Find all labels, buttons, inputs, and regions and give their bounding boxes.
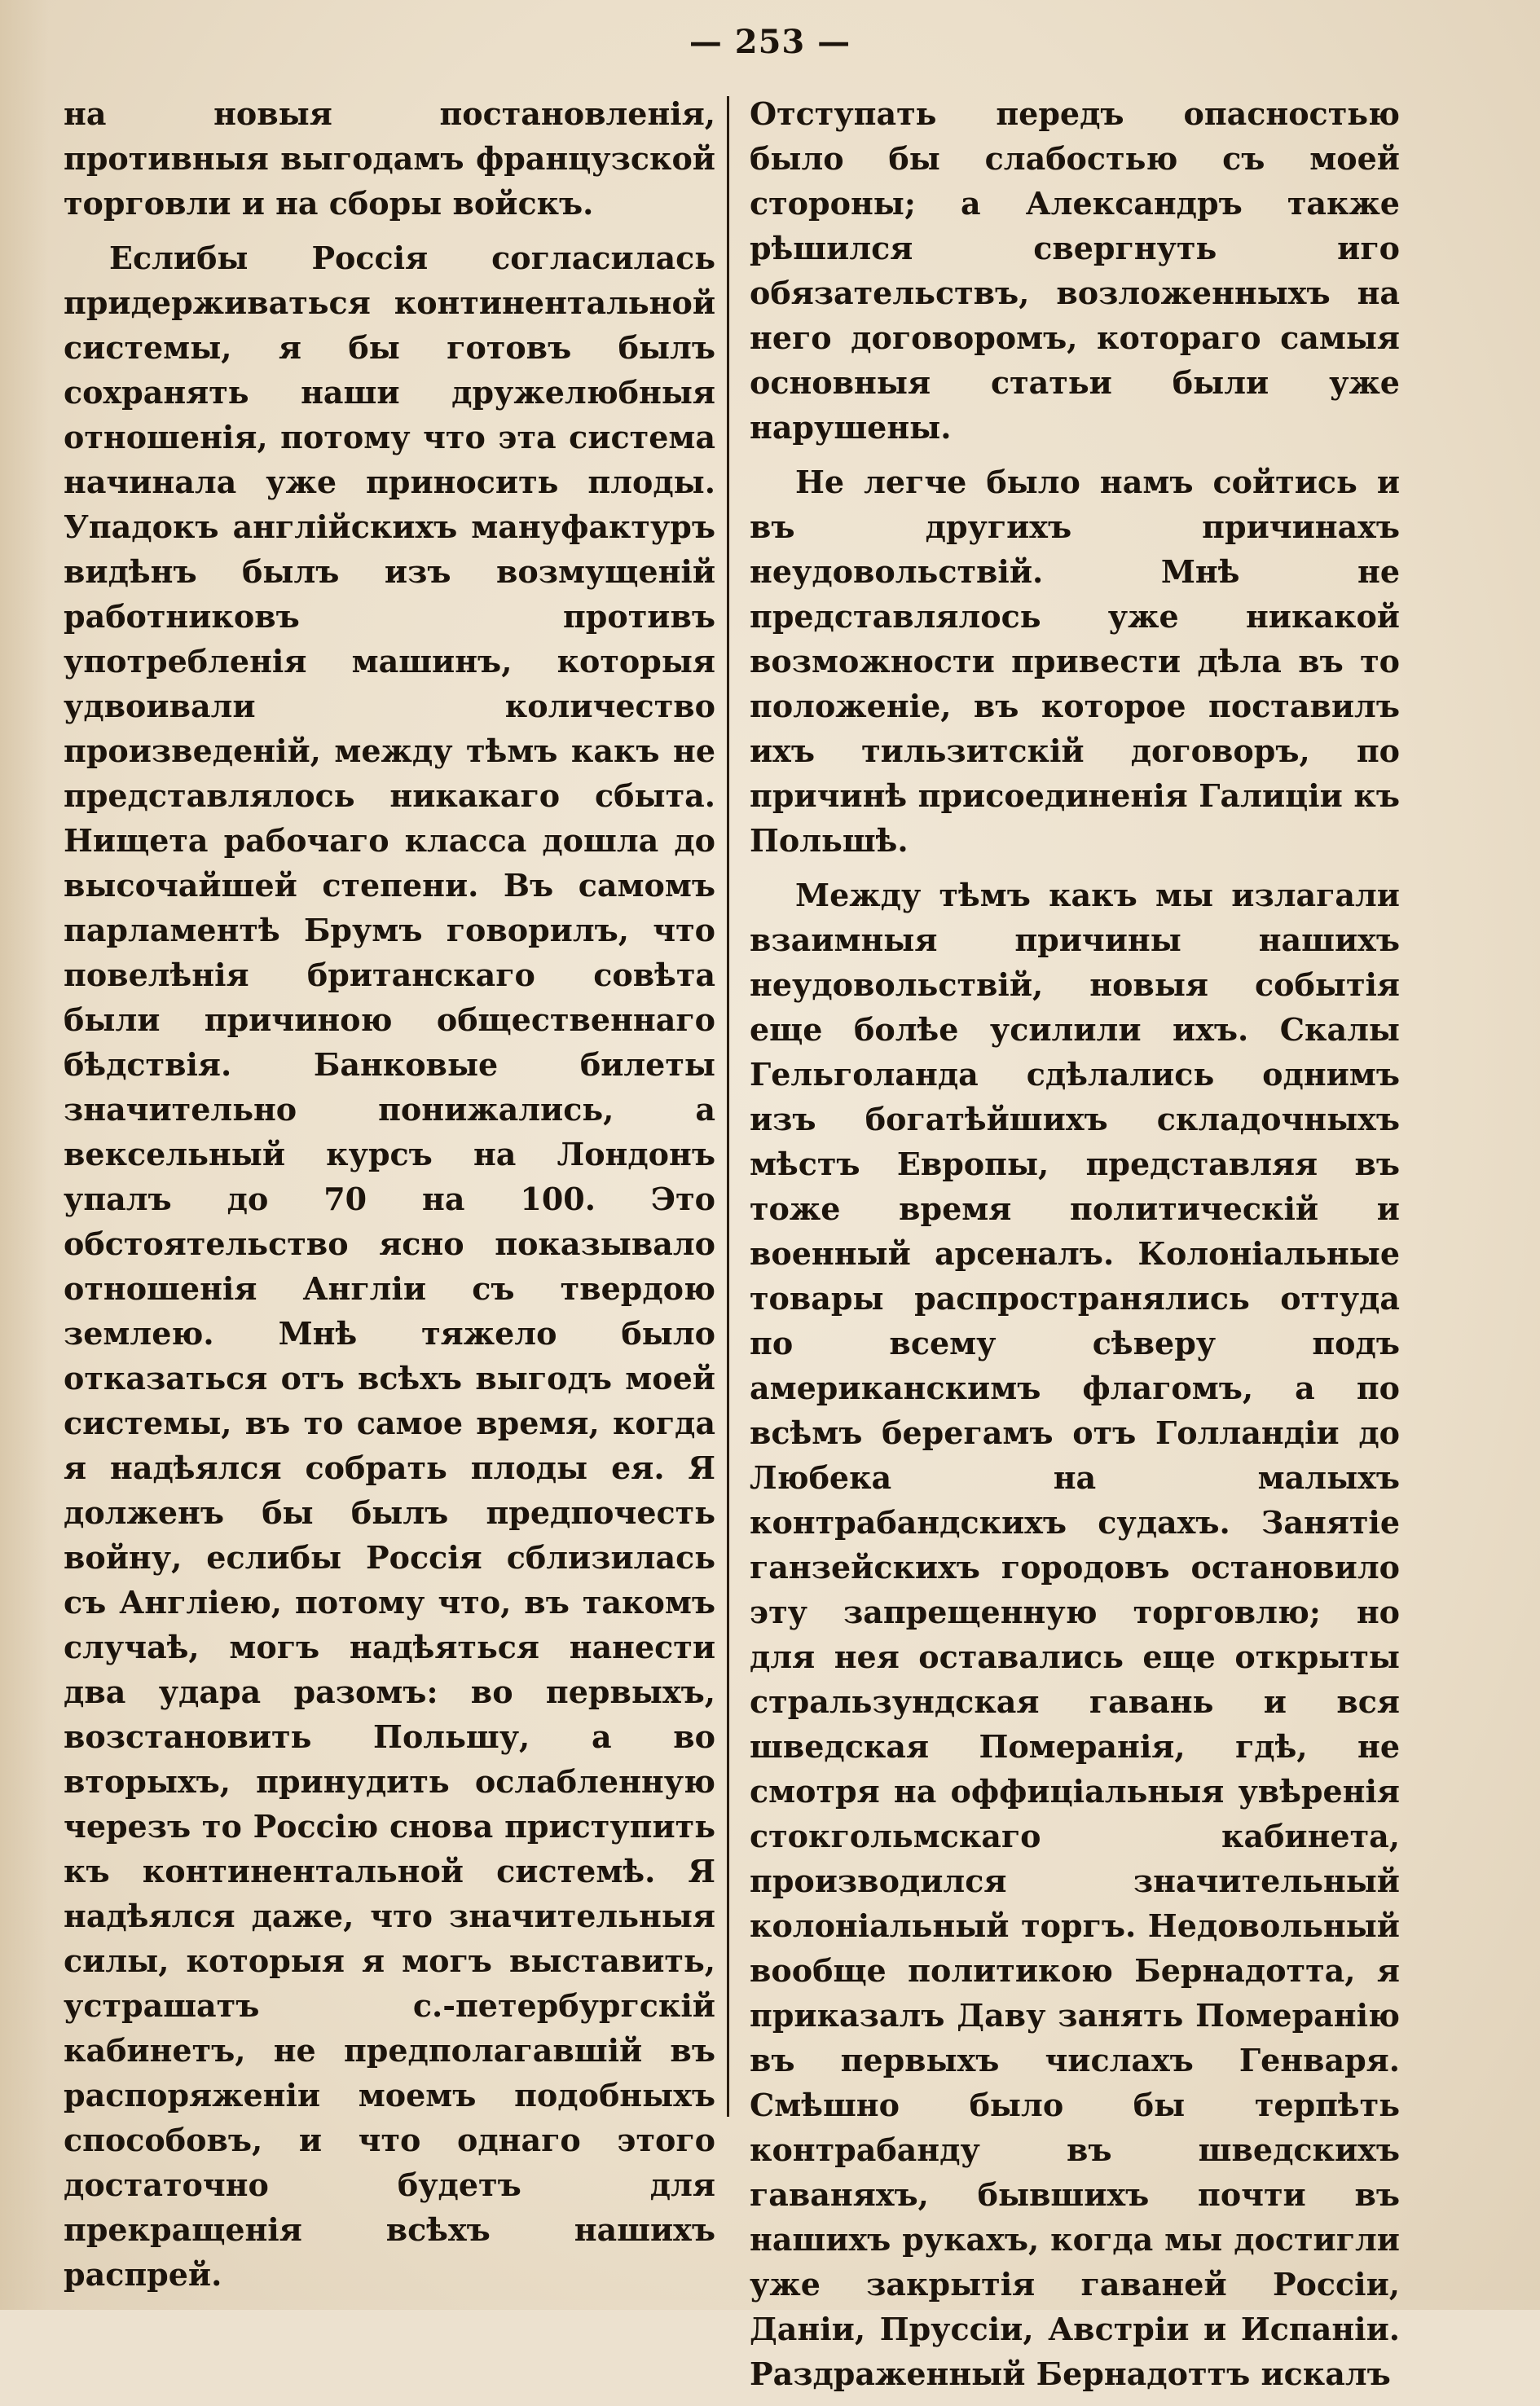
page-number: — 253 — <box>689 23 851 61</box>
right-paragraph-1: Отступать передъ опасностью было бы слабостью съ моей стороны; а Александръ также рѣшился свергнуть иго обязательствъ, возложенныхъ на него договоромъ, котораго самыя основныя статьи были уже нарушены. <box>750 95 1400 446</box>
right-column <box>750 91 1400 2406</box>
left-paragraph-1: на новыя постановленія, противныя выгодамъ французской торговли и на сборы войскъ. <box>64 95 715 222</box>
column-divider <box>727 96 729 2117</box>
right-paragraph-3: Между тѣмъ какъ мы излагали взаимныя причины нашихъ неудовольствій, новыя событія еще болѣе усилили ихъ. Скалы Гельголанда сдѣлались однимъ изъ богатѣйшихъ складочныхъ мѣстъ Европы, представляя въ тоже время политическій и военный арсеналъ. Колоніальные товары распространялись оттуда по всему сѣверу подъ американскимъ флагомъ, а по всѣмъ берегамъ отъ Голландіи до Любека на малыхъ контрабандскихъ судахъ. Занятіе ганзейскихъ городовъ остановило эту запрещенную торговлю; но для нея оставались еще открыты стральзундская гавань и вся шведская Померанія, гдѣ, не смотря на оффиціальныя увѣренія стокгольмскаго кабинета, производился значительный колоніальный торгъ. Недовольный вообще политикою Бернадотта, я приказалъ Даву занять Померанію въ первыхъ числахъ Генваря. Смѣшно было бы терпѣть контрабанду въ шведскихъ гаваняхъ, бывшихъ почти въ нашихъ рукахъ, когда мы достигли уже закрытія гаваней Россіи, Даніи, Пруссіи, Австріи и Испаніи. Раздраженный Бернадоттъ искалъ <box>750 877 1400 2392</box>
left-column <box>64 91 715 2307</box>
page-binding-shadow <box>0 0 49 2310</box>
right-paragraph-2: Не легче было намъ сойтись и въ другихъ причинахъ неудовольствій. Мнѣ не представлялось уже никакой возможности привести дѣла въ то положеніе, въ которое поставилъ ихъ тильзитскій договоръ, по причинѣ присоединенія Галиціи къ Польшѣ. <box>750 464 1400 859</box>
left-paragraph-2: Еслибы Россія согласилась придерживаться континентальной системы, я бы готовъ былъ сохранять наши дружелюбныя отношенія, потому что эта система начинала уже приносить плоды. Упадокъ англійскихъ мануфактуръ видѣнъ былъ изъ возмущеній работниковъ противъ употребленія машинъ, которыя удвоивали количество произведеній, между тѣмъ какъ не представлялось никакаго сбыта. Нищета рабочаго класса дошла до высочайшей степени. Въ самомъ парламентѣ Брумъ говорилъ, что повелѣнія британскаго совѣта были причиною общественнаго бѣдствія. Банковые билеты значительно понижались, а вексельный курсъ на Лондонъ упалъ до 70 на 100. Это обстоятельство ясно показывало отношенія Англіи съ твердою землею. Мнѣ тяжело было отказаться отъ всѣхъ выгодъ моей системы, въ то самое время, когда я надѣялся собрать плоды ея. Я долженъ бы былъ предпочесть войну, еслибы Россія сблизилась съ Англіею, потому что, въ такомъ случаѣ, могъ надѣяться нанести два удара разомъ: во первыхъ, возстановить Польшу, а во вторыхъ, принудить ослабленную черезъ то Россію снова приступить къ континентальной системѣ. Я надѣялся даже, что значительныя силы, которыя я могъ выставить, устрашатъ с.-петербургскій кабинетъ, не предполагавшій въ распоряженіи моемъ подобныхъ способовъ, и что однаго этого достаточно будетъ для прекращенія всѣхъ нашихъ распрей. <box>64 240 715 2293</box>
